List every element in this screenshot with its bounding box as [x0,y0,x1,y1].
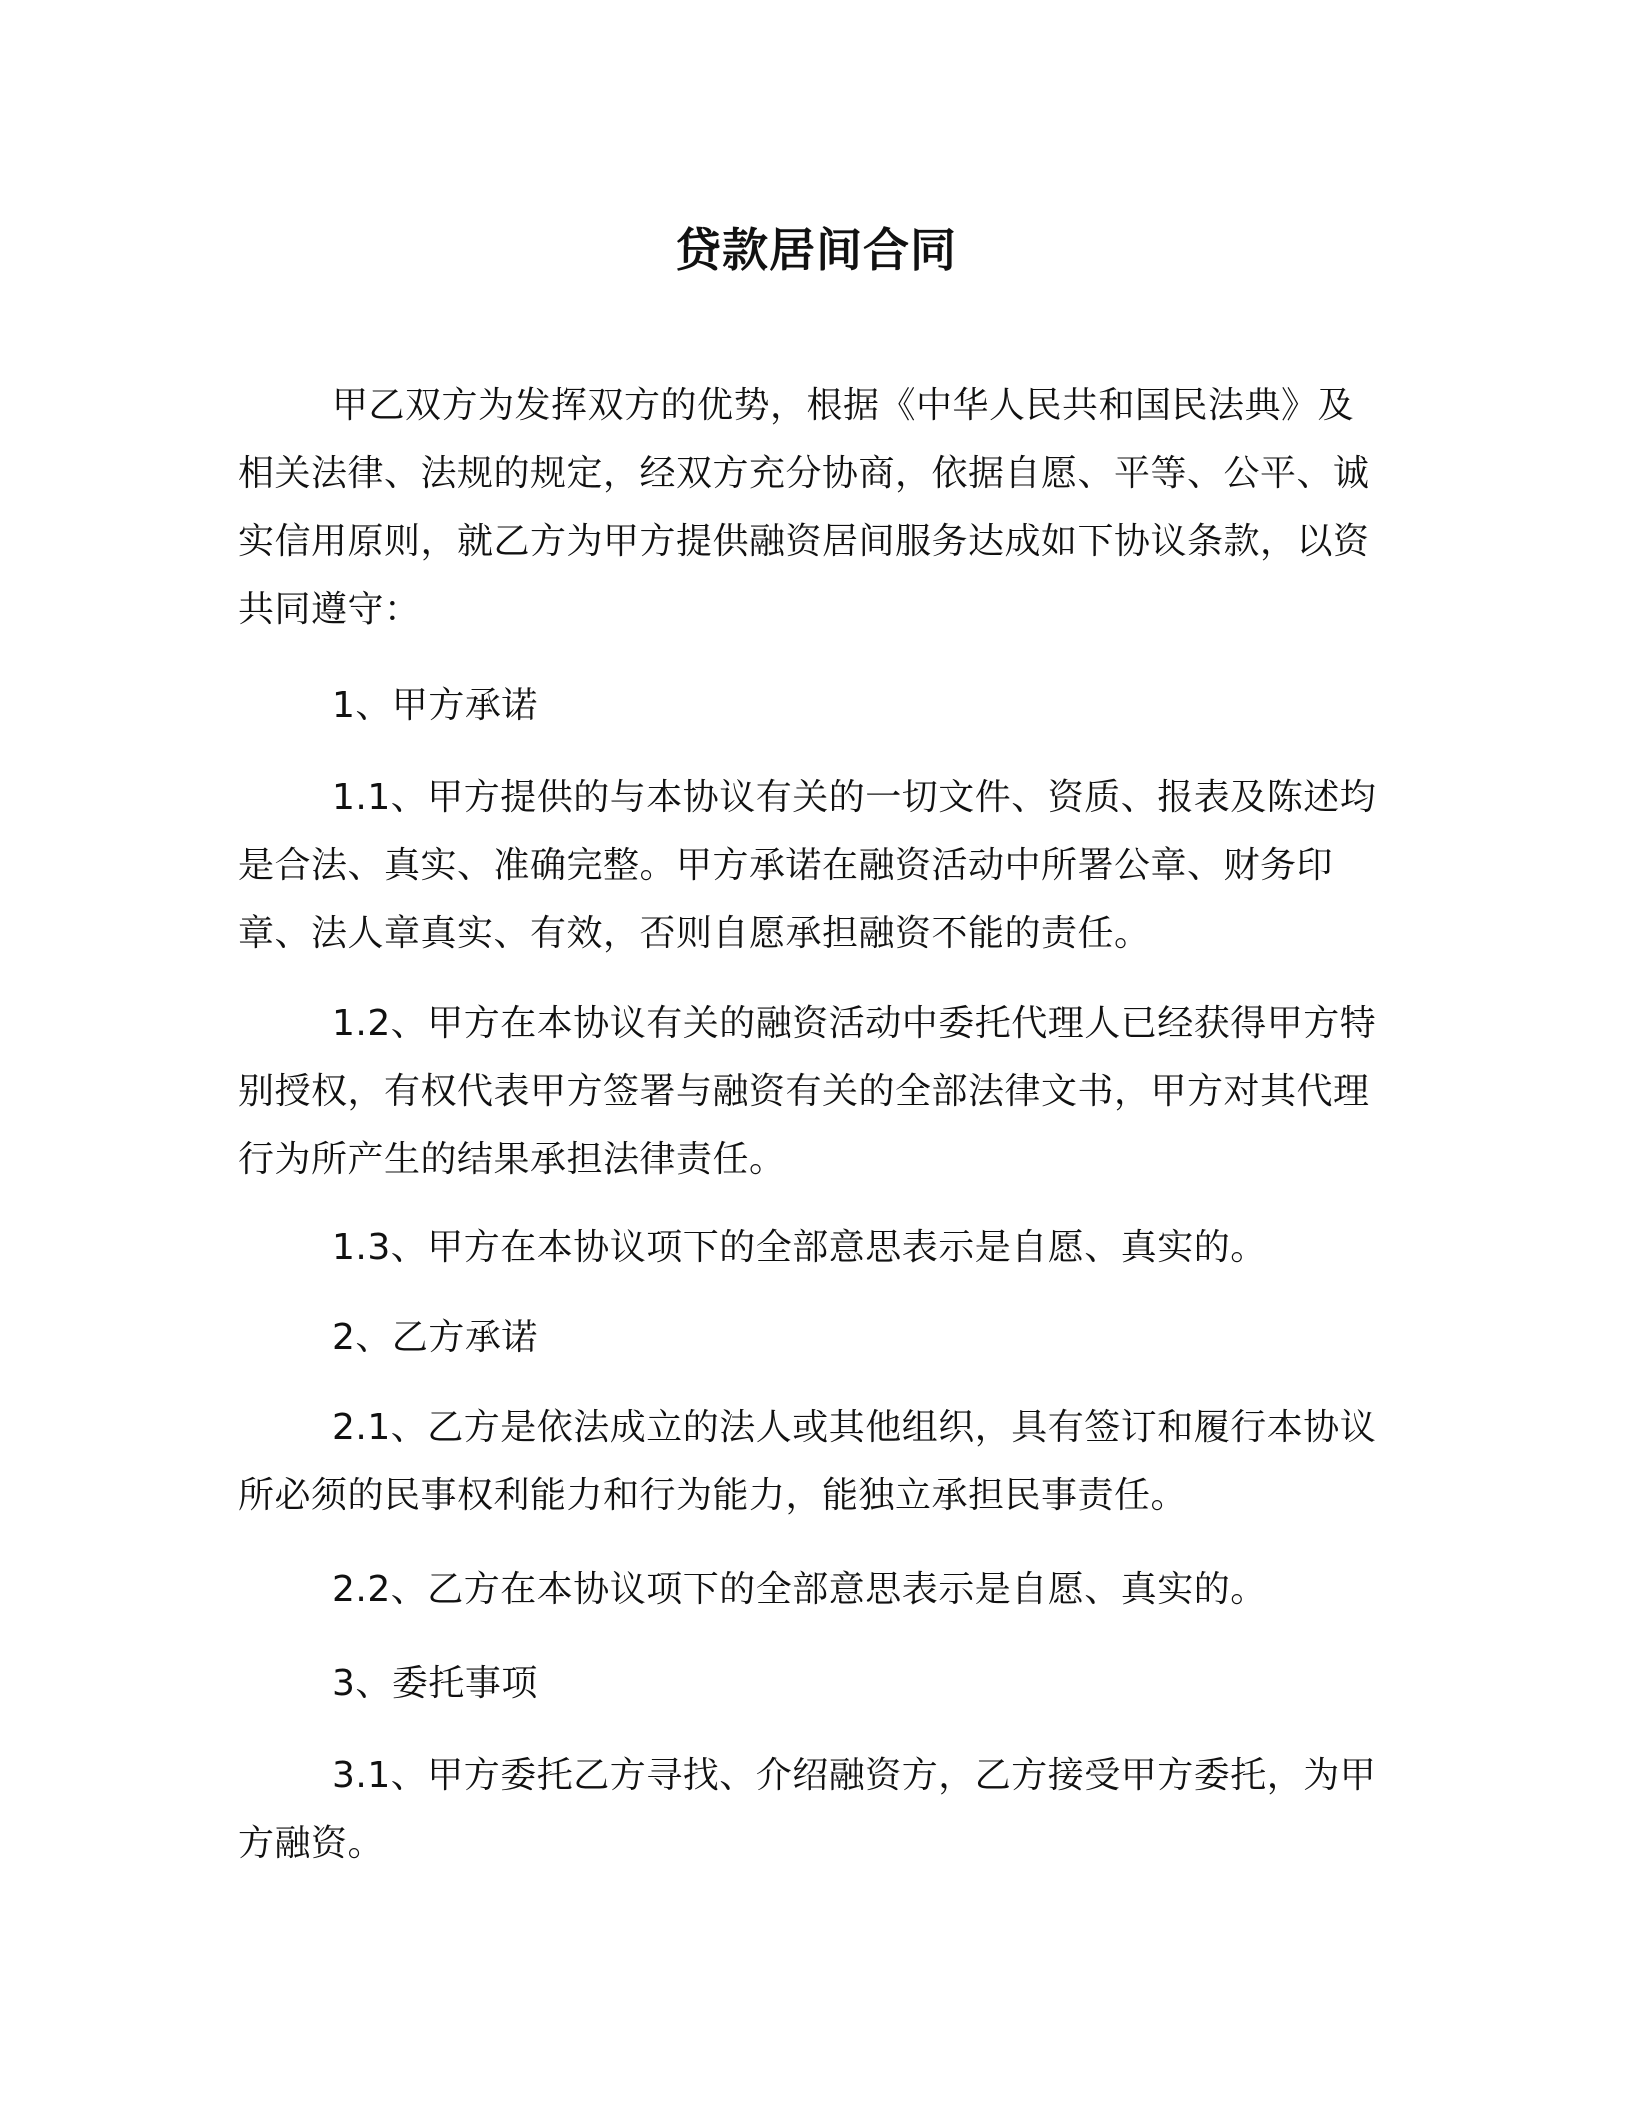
clause-block-1-3 [238,1214,1378,1282]
document-title: 贷款居间合同 [675,223,957,277]
clause-1-2: 1.2、甲方在本协议有关的融资活动中委托代理人已经获得甲方特别授权，有权代表甲方签署与融资有关的全部法律文书，甲方对其代理行为所产生的结果承担法律责任。 [238,1003,1377,1180]
clause-2-1: 2.1、乙方是依法成立的法人或其他组织，具有签订和履行本协议所必须的民事权利能力和行为能力，能独立承担民事责任。 [238,1407,1377,1516]
intro-paragraph: 甲乙双方为发挥双方的优势，根据《中华人民共和国民法典》及相关法律、法规的规定，经双方充分协商，依据自愿、平等、公平、诚实信用原则，就乙方为甲方提供融资居间服务达成如下协议条款，以资共同遵守： [238,385,1370,630]
clause-2-2: 2.2、乙方在本协议项下的全部意思表示是自愿、真实的。 [332,1569,1267,1610]
clause-block-1-1 [238,764,1378,968]
clause-3-1: 3.1、甲方委托乙方寻找、介绍融资方，乙方接受甲方委托，为甲方融资。 [238,1755,1377,1864]
clause-block-2-2 [238,1556,1378,1624]
clause-1-3: 1.3、甲方在本协议项下的全部意思表示是自愿、真实的。 [332,1227,1267,1268]
section-heading-3: 3、委托事项 [332,1663,538,1704]
intro-paragraph-block [238,372,1378,644]
section-heading-2: 2、乙方承诺 [332,1317,538,1358]
clause-block-2-1 [238,1394,1378,1530]
clause-block-1-2 [238,990,1378,1194]
clause-1-1: 1.1、甲方提供的与本协议有关的一切文件、资质、报表及陈述均是合法、真实、准确完整。甲方承诺在融资活动中所署公章、财务印章、法人章真实、有效，否则自愿承担融资不能的责任。 [238,777,1377,954]
clause-block-3-1 [238,1742,1378,1878]
section-heading-1: 1、甲方承诺 [332,685,538,726]
